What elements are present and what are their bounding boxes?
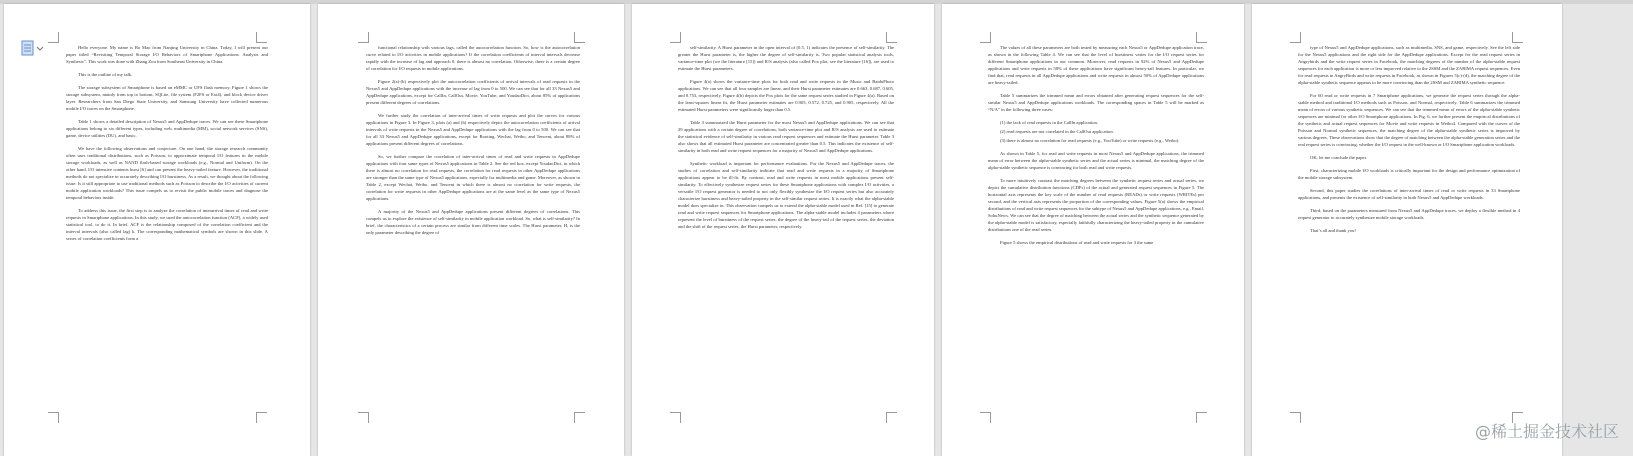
paragraph: Figure 2(a)-(b) respectively plot the autocorrelation coefficients of arrival intervals of read requests in the Nexus5 and AppDedupe applications with the increase of lag from 0 to 500. We can see that for all 33 Nexus5 and AppDedupe applications, except for CallIn, CallOut, Movie, YouTube, and YoudaoDict, about 85% of applications present different degrees of correlations. — [366, 79, 580, 105]
paragraph: The values of all these parameters are both tested by measuring each Nexus5 or AppDedupe application trace, as shown in the following Table 4. We can see that the level of burstiness varies for the I/O request series for different Smartphone applications in our common. Moreover, read requests in 92% of Nexus5 and AppDedupe applications and write requests in 58% of these applications have significant heavy-tail features. In particular, we find that, read requests in all AppDedupe applications and write requests in almost 50% of AppDedupe applications are heavy-tailed. — [988, 45, 1204, 85]
paragraph: (1) the lack of read requests in the CallIn application. — [1000, 120, 1098, 125]
paragraph: A majority of the Nexus5 and AppDedupe applications present different degrees of correlations. This compels us to explore the existence of self-similarity in mobile application workload. So, what is self-similarity? In brief, the characteristics of a certain process are similar from different time scales. The Hurst parameter, H, is the only parameter describing the degree of — [366, 209, 580, 235]
document-page-5[interactable] — [1252, 4, 1562, 456]
crop-mark — [1196, 32, 1207, 43]
paragraph: Table 1 shows a detailed description of Nexus5 and AppDedupe traces. We can see these Smartphone applications belong to six different types, including web, multimedia (MM), social network services (SNS), game, device utilities (DU), and basic. — [66, 119, 268, 138]
paragraph: To more intuitively contrast the matching degrees between the synthetic request series and actual series, we depict the cumulative distribution functions (CDFs) of the actual and generated request sequences in Figure 5. The horizontal axis represents the key scale of the number of read requests (READs) or write requests (WRITEs) per second, and the vertical axis represents the proportion of the corresponding values. Figure 5(a) shows the empirical distributions of read and write request sequences for the subtype of Nexus5 and AppDedupe applications, e.g., Email, SohuNews. We can see that the degree of matching between the actual series and the synthetic sequence generated by the alpha-stable model is satisfactory, especially faithfully characterizing the heavy-tailed property in the cumulative distributions one of the read series. — [988, 178, 1204, 232]
page-text — [988, 44, 1204, 426]
paragraph: Second, this paper studies the correlations of inter-arrival times of read or write requests in 33 Smartphone applications, and presents the existence of self-similarity in both Nexus5 and AppDedupe workloads. — [1298, 188, 1520, 200]
paragraph: functional relationship with various lags, called the autocorrelation function. So, how is the autocorrelation curve related to I/O activities in mobile applications? If the correlation coefficients of interval intervals decrease rapidly with the increase of lag and approach 0, there is almost no correlation. Otherwise, there is a certain degree of correlation for I/O requests in mobile applications. — [366, 45, 580, 71]
paragraph: We further study the correlation of inter-arrival times of write requests and plot the curves for various applications in Figure 3. In Figure 3, plots (a) and (b) respectively depict the autocorrelation coefficients of arrival intervals of write requests in the Nexus5 and AppDedupe applications with the lag from 0 to 500. We can see that for all 33 Nexus5 and AppDedupe applications, except for Booting, Wechat, Weibo, and Tencent, about 88% of applications present different degrees of correlations. — [366, 113, 580, 146]
paragraph: Hello everyone. My name is Bo Mao from Nanjing University in China. Today, I will present our paper titled “Revisiting Temporal Storage I/O Behaviors of Smartphone Applications: Analysis and Synthesis”. This work was done with Zhang Zou from Southeast University in China. — [66, 45, 268, 64]
crop-mark — [1290, 32, 1301, 43]
page-text — [678, 44, 894, 426]
paragraph: Synthetic workload is important for performance evaluations. For the Nexus5 and AppDedupe traces, the studies of correlation and self-similarity indicate that read and write requests in a majority of Smartphone applications appear to be ill-fit. By contrast, read and write requests in most mobile applications present self-similarity. To effectively synthesize request series for these Smartphone applications with complex I/O activities, a versatile I/O request generator is needed to not only flexibly synthesize the I/O request series but also accurately characterize burstiness and heavy-tailed property in the self-similar request series. It is exactly what the alpha-stable model does specialize in. This observation compels us to extend the alpha-stable model used in Ref. [15] to generate read and write request sequences for Smartphone applications. The alpha-stable model includes 4 parameters where represent the level of burstiness of the request series, the degree of the heavy-tail of the request series, the deviation and the shift of the request series, the Hurst parameter, respectively. — [678, 161, 894, 229]
paragraph: We have the following observations and conjecture. On one hand, the storage research community often uses traditional distributions, such as Poisson, to approximate temporal I/O features in the mobile storage workloads, as well as NAND flash-based storage workloads (e.g., Normal and Uniform). On the other hand, I/O intensive contents burst [6] and can present the heavy-tailed feature. However, the traditional methods do not specialize in accurately describing I/O burstiness. As a result, we thought about the following issue: Is it still appropriate to use traditional methods such as Poisson to describe the I/O activities of current mobile application workloads? This issue compels us to revisit the public mobile traces and diagnose the temporal behaviors inside. — [66, 146, 268, 200]
paragraph: To address this issue, the first step is to analyze the correlation of interarrival times of read and write requests in Smartphone applications. In this study, we used the autocorrelation function (ACF), a widely used statistical tool, to do it. In brief, ACF is the relationship composed of the correlation coefficient and the interval intervals (also called lag) k. The corresponding mathematical symbols are shown in this slide. A series of correlation coefficients form a — [66, 208, 268, 241]
crop-mark — [256, 32, 267, 43]
paragraph: First, characterizing mobile I/O workloads is critically important for the design and performance optimization of the mobile storage subsystem. — [1298, 168, 1520, 180]
document-page-3[interactable] — [632, 4, 934, 456]
paragraph: Figure 5 shows the empirical distributions of read and write requests for 3 the same — [1000, 240, 1154, 245]
document-navigation-icon[interactable] — [21, 40, 47, 56]
paragraph: (3) there is almost no correlation for read requests (e.g., YouTube) or write requests (e.g., Weibo). — [1000, 138, 1180, 143]
paragraph: That’s all and thank you! — [1310, 228, 1356, 233]
paragraph: Table 5 summarizes the trimmed mean and errors obtained after generating request sequences for the self-similar Nexus5 and AppDedupe applications workloads. The corresponding spaces in Table 5 will be marked as “N/A” in the following three cases: — [988, 93, 1204, 112]
crop-mark — [1512, 32, 1523, 43]
document-page-2[interactable] — [318, 4, 624, 456]
page-text — [366, 44, 580, 426]
paragraph: Third, based on the parameters measured from Nexus5 and AppDedupe traces, we deploy a flexible method in 4 request generator to accurately synthesize mobile storage workloads. — [1298, 208, 1520, 220]
paragraph: For 60 read or write requests in 7 Smartphone applications, we generate the request series through the alpha-stable method and traditional I/O methods such as Poisson, and Normal, respectively. Table 6 summarizes the trimmed mean of errors of various synthetic sequences. We can see that the trimmed mean of errors of the alpha-stable synthetic sequences are minimal for other I/O Smartphone applications. In Fig. 6, we further present the empirical distributions of the synthetic and actual request sequences for Movie and write requests in Weibo4. Compared with the curves of the Poisson and Normal synthetic sequences, the matching degree of the alpha-stable synthetic series is improved by various degrees. These observations show that the degree of matching between the alpha-stable generation series and the real request series is convincing, whether the I/O request in the well-known or I/O Smartphone application workloads. — [1298, 93, 1520, 147]
document-page-1[interactable] — [4, 4, 310, 456]
document-page-4[interactable] — [942, 4, 1244, 456]
paragraph: The storage subsystem of Smartphone is based on eMMC or UFS flash memory. Figure 1 shows the storage subsystem, mainly from top to bottom, SQLite, file system (F2FS or Ext4), and block device driver layer. Researchers from San Diego State University, and Samsung University have collected numerous mobile I/O traces on the Smartphone. — [66, 85, 268, 111]
watermark: @稀土掘金技术社区 — [1474, 422, 1619, 441]
crop-mark — [670, 32, 681, 43]
crop-mark — [48, 412, 59, 423]
crop-mark — [358, 32, 369, 43]
crop-mark — [574, 32, 585, 43]
paragraph: type of Nexus5 and AppDedupe applications, such as multimedia, SNS, and game, respectively. See the left side for the Nexus5 applications and the right side for the AppDedupe applications. Except for the read request series in Angrybirds and the write request series in Facebook, the matching degrees of the number of the alpha-stable request sequences for each application is more or less improved relative to the 2SSM and the ZARIMA request sequences. Even for read requests in AngryBirds and write requests in Facebook, as shown in Figures 5(c)-(d), the matching degree of the alpha-stable synthetic sequence appears to be more convincing than the 2SSM and ZARIMA synthetic sequence. — [1298, 45, 1520, 85]
page-text — [66, 44, 268, 426]
page-text — [1298, 44, 1520, 426]
paragraph: As shown in Table 5, for read and write requests in most Nexus5 and AppDedupe applications, the trimmed mean of error between the alpha-stable synthetic series and the actual series is minimal, the matching degree of the alpha-stable synthetic sequence is convincing for both read and write requests. — [988, 151, 1204, 170]
paragraph: Figure 4(a) shows the variance-time plots for both read and write requests in the Music and BaiduPhoto applications. We can see that all four samples are linear, and their Hurst parameter estimates are 0.663, 0.687, 0.605, and 0.753, respectively. Figure 4(b) depicts the Pox plots for the same request series studied in Figure 4(a). Based on the least-squares linear fit, the Hurst parameter estimates are 0.905, 0.572, 0.725, and 0.905, respectively. All the estimated Hurst parameters were significantly larger than 0.5. — [678, 79, 894, 112]
paragraph: This is the outline of my talk. — [78, 72, 133, 77]
paragraph: self-similarity. A Hurst parameter in the open interval of (0.5, 1) indicates the presence of self-similarity. The greater the Hurst parameter is, the higher the degree of self-similarity is. Two popular statistical analysis tools, variance-time plot (we the literature [15]) and R/S analysis (also called Pox plot, see the literature [16]), are used to estimate the Hurst parameters. — [678, 45, 894, 71]
paragraph: So, we further compare the correlation of inter-arrival times of read and write requests in AppDedupe applications with four same types of Nexus5 applications in Table 2. See the red box, except YoudaoDict, in which there is almost no correlation for read requests, the correlation for read requests in other AppDedupe applications are stronger than the same type of Nexus5 applications, especially for multimedia and game. Moreover, as shown in Table 2, except Wechat, Weibo, and Tencent in which there is almost no correlation for write requests, the correlation for write requests in other AppDedupe applications are at the same level as the same type of Nexus5 applications. — [366, 154, 580, 201]
paragraph: OK, let me conclude the paper. — [1310, 155, 1368, 160]
crop-mark — [48, 32, 59, 43]
paragraph: (2) read requests are not correlated in the CallOut application. — [1000, 129, 1114, 134]
paragraph: Table 3 summarized the Hurst parameter for the most Nexus5 and AppDedupe applications. We can see that 29 applications with a certain degree of correlations, both variance-time plot and R/S analysis are used to estimate the statistical evidence of self-similarity in various read request sequences and estimate the Hurst parameter. Table 3 also shows that all estimated Hurst parameter are concentrated greater than 0.5. This indicates the existence of self-similarity in both read and write request sequences for a majority of Nexus5 and AppDedupe applications. — [678, 120, 894, 153]
crop-mark — [980, 32, 991, 43]
crop-mark — [886, 32, 897, 43]
